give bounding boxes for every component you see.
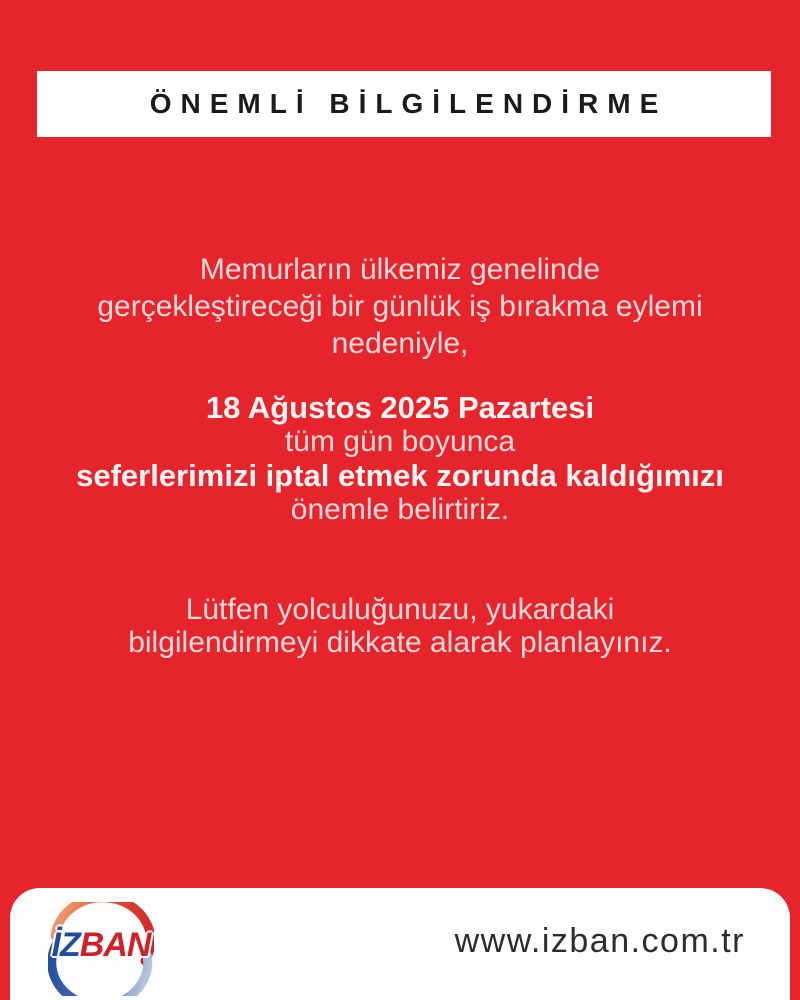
footer-bar xyxy=(10,888,790,1000)
advice-line: Lütfen yolculuğunuzu, yukardaki xyxy=(185,593,615,626)
announcement-paragraph xyxy=(0,391,800,527)
website-url: www.izban.com.tr xyxy=(454,922,745,960)
intro-line: nedeniyle, xyxy=(331,327,469,360)
announcement-cancellation: seferlerimizi iptal etmek zorunda kaldığımızı xyxy=(76,458,724,493)
advice-paragraph xyxy=(0,593,800,659)
izban-logo-wordmark xyxy=(48,894,154,996)
intro-paragraph xyxy=(0,251,800,362)
page-title: ÖNEMLİ BİLGİLENDİRME xyxy=(149,88,668,119)
izban-logo xyxy=(48,902,154,996)
intro-line: Memurların ülkemiz genelinde xyxy=(199,253,601,286)
advice-line: bilgilendirmeyi dikkate alarak planlayınız. xyxy=(128,626,672,659)
header-banner xyxy=(37,71,771,137)
announcement-duration: tüm gün boyunca xyxy=(284,425,516,458)
announcement-closing: önemle belirtiriz. xyxy=(290,493,510,526)
announcement-date: 18 Ağustos 2025 Pazartesi xyxy=(205,390,595,425)
logo-text-iz: İZ xyxy=(51,925,80,964)
intro-line: gerçekleştireceği bir günlük iş bırakma eylemi xyxy=(97,290,703,323)
logo-text-ban: BAN xyxy=(79,925,151,964)
